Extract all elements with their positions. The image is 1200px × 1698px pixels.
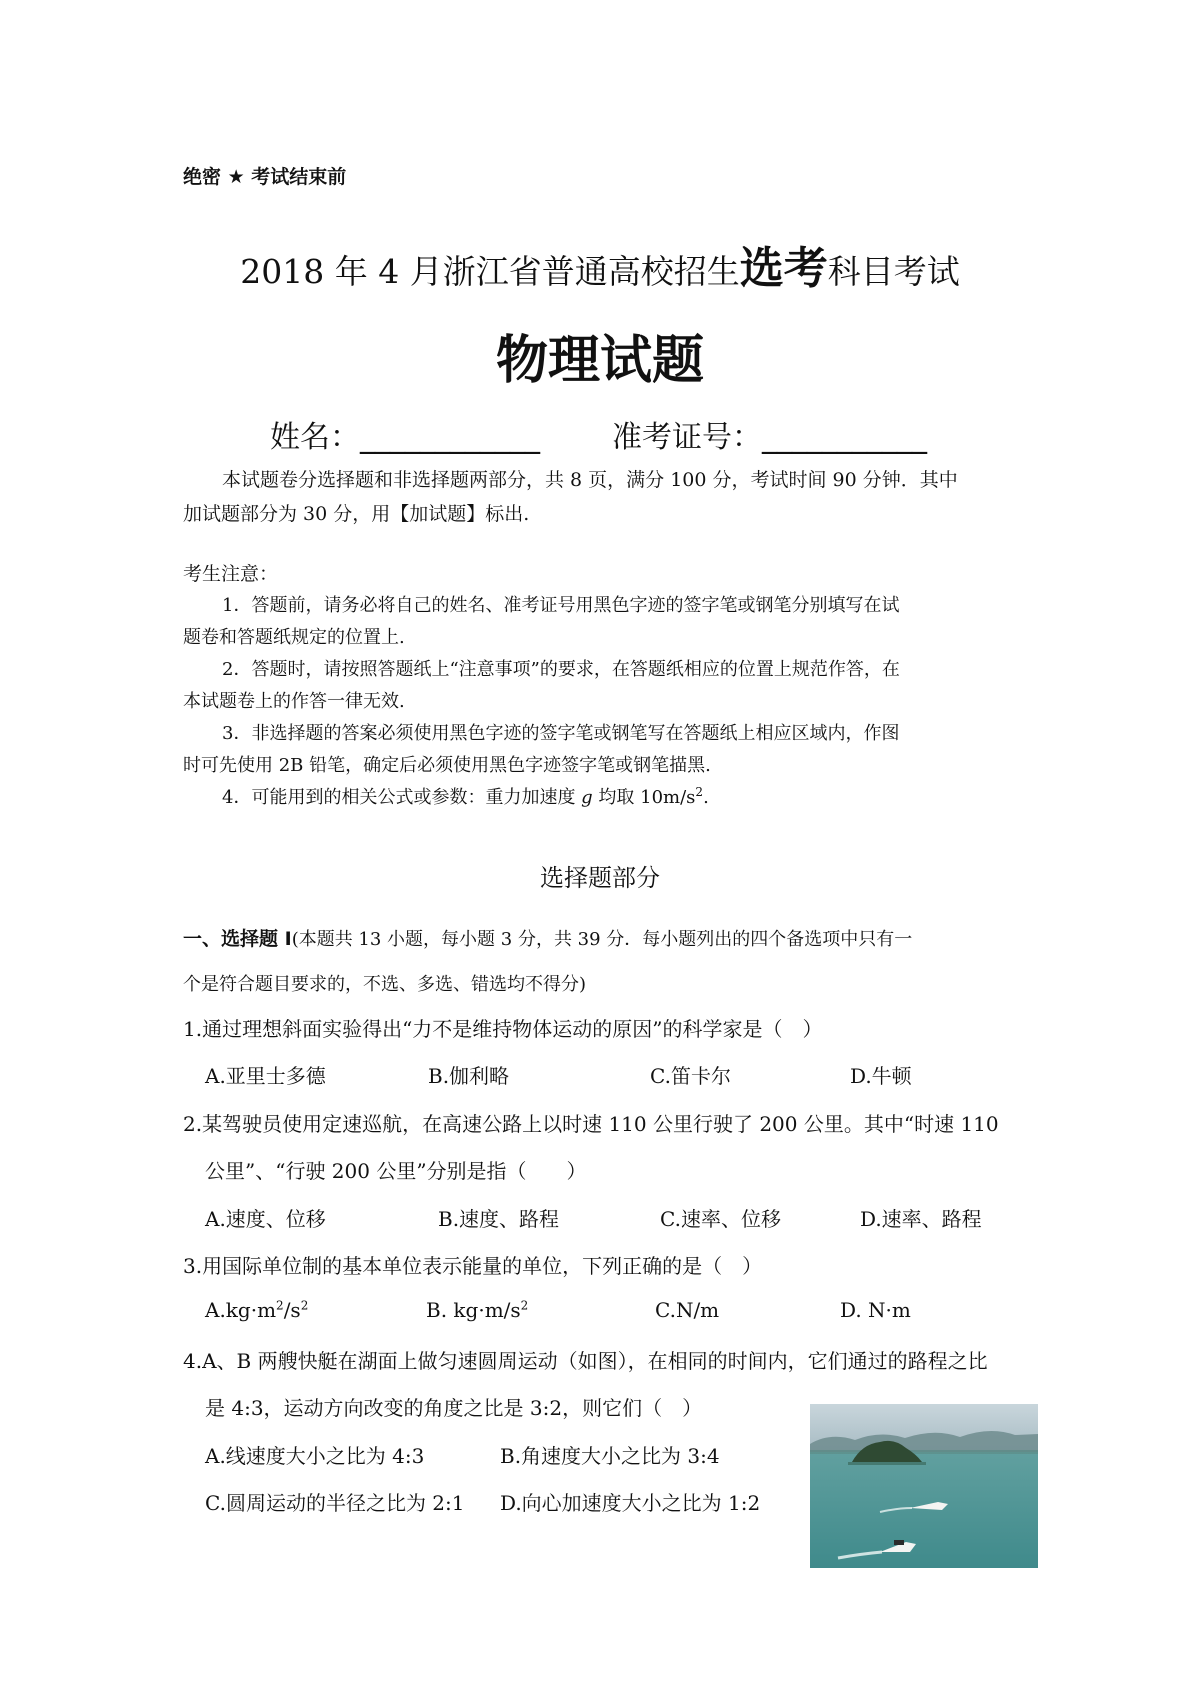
note-4-end: . xyxy=(703,787,709,808)
q2-stem-line-2: 公里”、“行驶 200 公里”分别是指（ ） xyxy=(205,1159,587,1183)
exam-id-label: 准考证号： xyxy=(612,420,762,455)
note-1-line-2: 题卷和答题纸规定的位置上. xyxy=(183,627,405,648)
exam-id-blank[interactable]: ___________ xyxy=(762,420,927,455)
q4-stem-line-1: 4.A、B 两艘快艇在湖面上做匀速圆周运动（如图），在相同的时间内，它们通过的路程之比 xyxy=(183,1349,988,1373)
q4-option-b[interactable]: B.角速度大小之比为 3:4 xyxy=(500,1444,720,1468)
note-4-value: 均取 10m/s xyxy=(592,787,696,808)
q3-option-a-exp1: 2 xyxy=(276,1298,284,1313)
part-description-2: 个是符合题目要求的，不选、多选、错选均不得分) xyxy=(183,974,587,995)
note-4 xyxy=(222,781,709,815)
q1-stem: 1.通过理想斜面实验得出“力不是维持物体运动的原因”的科学家是（ ） xyxy=(183,1017,823,1041)
part-label: 一、选择题 Ⅰ xyxy=(183,928,292,950)
section-title: 选择题部分 xyxy=(540,864,660,892)
exam-title-part2: 科目考试 xyxy=(827,252,960,291)
note-4-exponent: 2 xyxy=(695,785,704,799)
q4-option-c[interactable]: C.圆周运动的半径之比为 2:1 xyxy=(205,1491,465,1515)
q2-option-c[interactable]: C.速率、位移 xyxy=(660,1207,781,1231)
note-1-line-1: 1．答题前，请务必将自己的姓名、准考证号用黑色字迹的签字笔或钢笔分别填写在试 xyxy=(222,595,900,616)
q4-stem-line-2: 是 4:3，运动方向改变的角度之比是 3:2，则它们（ ） xyxy=(205,1396,703,1420)
q2-option-b[interactable]: B.速度、路程 xyxy=(438,1207,560,1231)
name-blank[interactable]: ____________ xyxy=(360,420,540,455)
q2-stem-line-1: 2.某驾驶员使用定速巡航，在高速公路上以时速 110 公里行驶了 200 公里。其中“时速 110 xyxy=(183,1112,999,1136)
q3-option-a-mid: /s xyxy=(283,1298,301,1322)
q3-option-c[interactable]: C.N/m xyxy=(655,1298,720,1322)
note-2-line-2: 本试题卷上的作答一律无效. xyxy=(183,691,405,712)
q3-option-b-exp: 2 xyxy=(520,1298,529,1313)
name-label: 姓名： xyxy=(270,420,360,455)
q4-option-d[interactable]: D.向心加速度大小之比为 1:2 xyxy=(500,1491,761,1515)
note-3-line-2: 时可先使用 2B 铅笔，确定后必须使用黑色字迹签字笔或钢笔描黑. xyxy=(183,755,711,776)
q3-option-b[interactable] xyxy=(426,1298,528,1322)
q1-option-c[interactable]: C.笛卡尔 xyxy=(650,1064,731,1088)
part-description-1: (本题共 13 小题，每小题 3 分，共 39 分．每小题列出的四个备选项中只有一 xyxy=(291,929,913,950)
note-2-line-1: 2．答题时，请按照答题纸上“注意事项”的要求，在答题纸相应的位置上规范作答，在 xyxy=(222,659,900,680)
part-heading xyxy=(183,922,912,957)
q3-option-b-text: B. kg·m/s xyxy=(426,1298,521,1322)
confidential-notice: 绝密 ★ 考试结束前 xyxy=(183,166,347,188)
exam-title-emphasis: 选考 xyxy=(739,243,828,294)
q3-option-d[interactable]: D. N·m xyxy=(840,1298,911,1322)
exam-title xyxy=(0,232,1200,296)
q3-option-a[interactable] xyxy=(205,1298,308,1322)
note-4-text: 4．可能用到的相关公式或参数：重力加速度 xyxy=(222,787,582,808)
q2-option-d[interactable]: D.速率、路程 xyxy=(860,1207,982,1231)
subject-title: 物理试题 xyxy=(495,331,704,391)
note-4-variable: g xyxy=(581,787,593,808)
intro-line-1: 本试题卷分选择题和非选择题两部分，共 8 页，满分 100 分，考试时间 90 分钟．其中 xyxy=(222,469,958,491)
q1-option-b[interactable]: B.伽利略 xyxy=(428,1064,510,1088)
lake-speedboats-image xyxy=(810,1404,1038,1568)
q1-option-d[interactable]: D.牛顿 xyxy=(850,1064,912,1088)
exam-title-part1: 2018 年 4 月浙江省普通高校招生 xyxy=(240,252,740,291)
q4-option-a[interactable]: A.线速度大小之比为 4:3 xyxy=(205,1444,425,1468)
q1-option-a[interactable]: A.亚里士多德 xyxy=(205,1064,326,1088)
name-field[interactable] xyxy=(270,412,540,456)
q2-option-a[interactable]: A.速度、位移 xyxy=(205,1207,326,1231)
q3-stem: 3.用国际单位制的基本单位表示能量的单位，下列正确的是（ ） xyxy=(183,1254,763,1278)
notes-title: 考生注意： xyxy=(183,563,279,585)
intro-line-2: 加试题部分为 30 分，用【加试题】标出. xyxy=(183,503,530,525)
q3-option-a-text: A.kg·m xyxy=(205,1298,277,1322)
note-3-line-1: 3．非选择题的答案必须使用黑色字迹的签字笔或钢笔写在答题纸上相应区域内，作图 xyxy=(222,723,900,744)
q3-option-a-exp2: 2 xyxy=(300,1298,309,1313)
exam-id-field[interactable] xyxy=(612,412,927,456)
